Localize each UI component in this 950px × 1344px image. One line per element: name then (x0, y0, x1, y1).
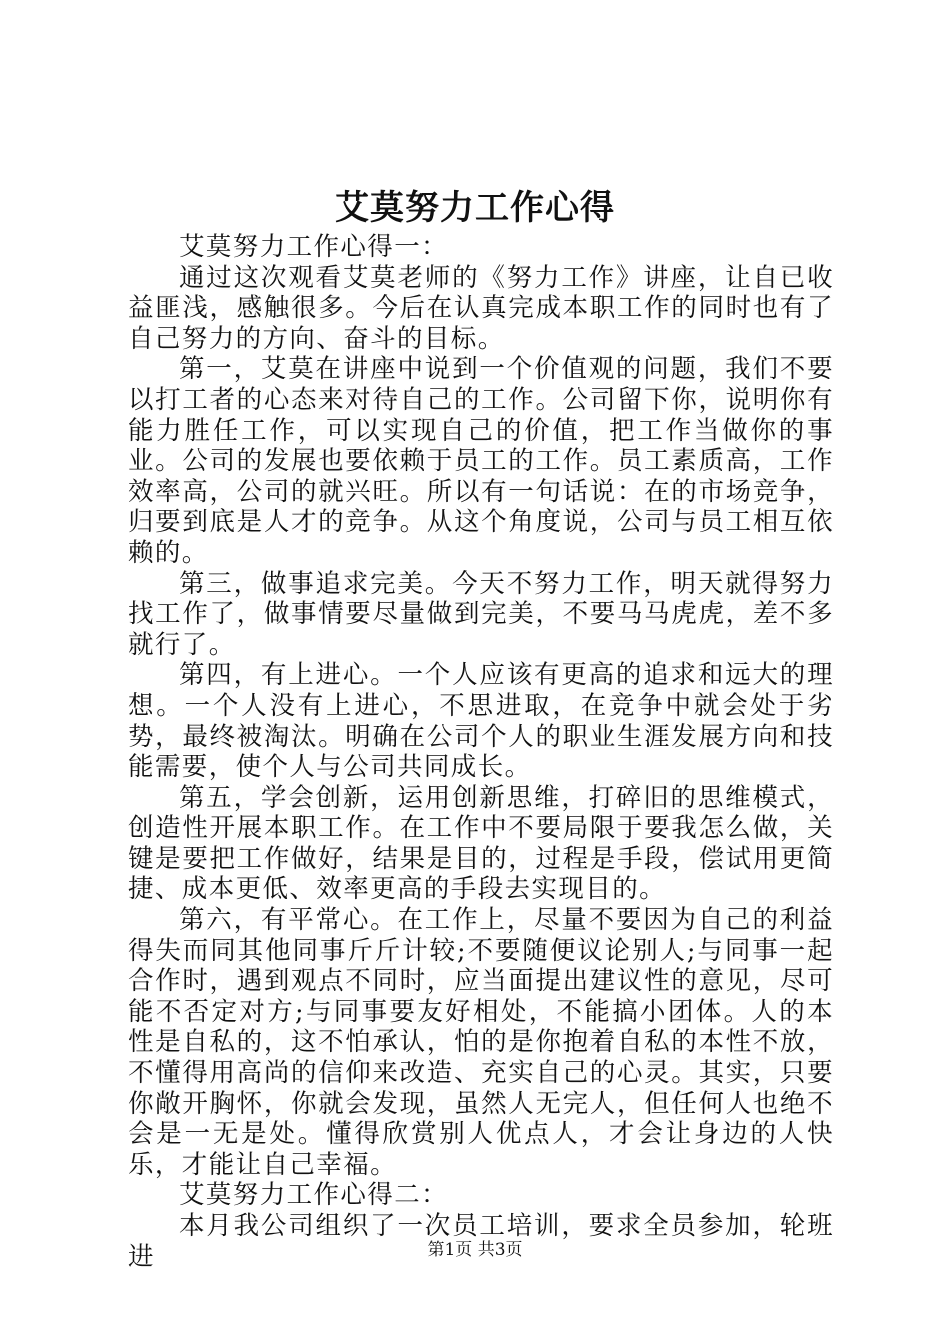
paragraph: 第三，做事追求完美。今天不努力工作，明天就得努力找工作了，做事情要尽量做到完美，不要马马虎虎，差不多就行了。 (128, 568, 834, 660)
document-body (128, 232, 834, 1272)
paragraph: 第四，有上进心。一个人应该有更高的追求和远大的理想。一个人没有上进心，不思进取，在竞争中就会处于劣势，最终被淘汰。明确在公司个人的职业生涯发展方向和技能需要，使个人与公司共同成长。 (128, 660, 834, 783)
paragraph: 第五，学会创新，运用创新思维，打碎旧的思维模式，创造性开展本职工作。在工作中不要局限于要我怎么做，关键是要把工作做好，结果是目的，过程是手段，偿试用更简捷、成本更低、效率更高的手段去实现目的。 (128, 782, 834, 905)
paragraph: 第一，艾莫在讲座中说到一个价值观的问题，我们不要以打工者的心态来对待自己的工作。公司留下你，说明你有能力胜任工作，可以实现自己的价值，把工作当做你的事业。公司的发展也要依赖于员工的工作。员工素质高，工作效率高，公司的就兴旺。所以有一句话说：在的市场竞争，归要到底是人才的竞争。从这个角度说，公司与员工相互依赖的。 (128, 354, 834, 568)
section-heading: 艾莫努力工作心得二： (179, 1180, 449, 1211)
paragraph: 第六，有平常心。在工作上，尽量不要因为自己的利益得失而同其他同事斤斤计较;不要随便议论别人;与同事一起合作时，遇到观点不同时，应当面提出建议性的意见，尽可能不否定对方;与同事要友好相处，不能搞小团体。人的本性是自私的，这不怕承认，怕的是你抱着自私的本性不放，不懂得用高尚的信仰来改造、充实自己的心灵。其实，只要你敞开胸怀，你就会发现，虽然人无完人，但任何人也绝不会是一无是处。懂得欣赏别人优点人，才会让身边的人快乐，才能让自己幸福。 (128, 905, 834, 1180)
document-title: 艾莫努力工作心得 (335, 188, 615, 228)
paragraph: 本月我公司组织了一次员工培训，要求全员参加，轮班进 (128, 1211, 834, 1272)
page-number-footer: 第1页 共3页 (427, 1240, 523, 1260)
paragraph: 通过这次观看艾莫老师的《努力工作》讲座，让自已收益匪浅，感触很多。今后在认真完成本职工作的同时也有了自己努力的方向、奋斗的目标。 (128, 262, 834, 354)
section-heading: 艾莫努力工作心得一： (179, 232, 449, 262)
